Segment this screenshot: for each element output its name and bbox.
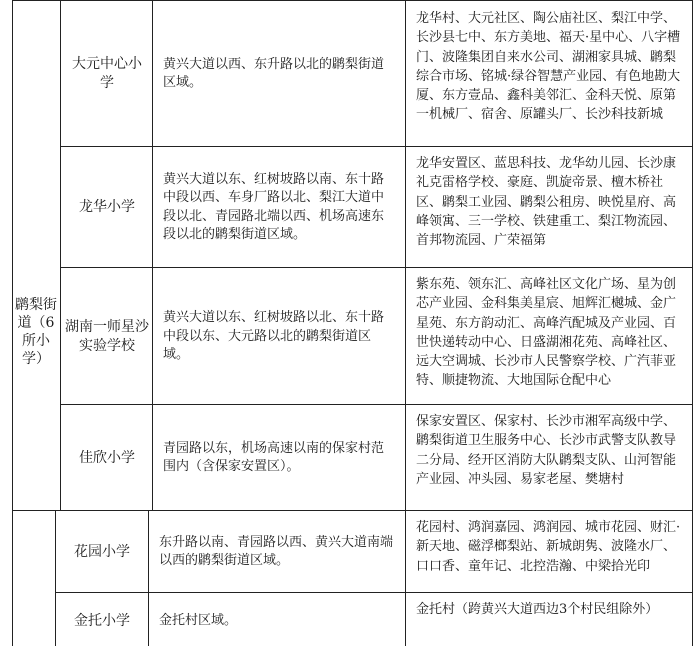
enrollment-scope: 青园路以东，机场高速以南的保家村范围内（含保家安置区）。 (163, 440, 385, 474)
enrollment-scope: 黄兴大道以东、红树坡路以南、东十路中段以西、车身厂路以北、梨江大道中段以北、青园路北端以西、机场高速东段以北的䴙梨街道区域。 (163, 171, 385, 242)
district-name: 䴙梨街道（6所小学） (15, 297, 57, 367)
covered-areas: 保家安置区、保家村、长沙市湘军高级中学、䴙梨街道卫生服务中心、长沙市武警支队教导二分局、经开区消防大队䴙梨支队、山河智能产业园、冲头园、易家老屋、樊塘村 (416, 414, 677, 487)
enrollment-scope: 金托村区域。 (159, 612, 238, 628)
table-rule (60, 0, 61, 511)
school-name: 金托小学 (74, 612, 130, 629)
enrollment-scope: 黄兴大道以东、红树坡路以北、东十路中段以东、大元路以北的䴙梨街道区域。 (163, 310, 385, 363)
school-name: 佳欣小学 (79, 449, 135, 466)
enrollment-scope: 黄兴大道以西、东升路以北的䴙梨街道区域。 (163, 56, 385, 90)
school-name: 龙华小学 (79, 199, 135, 215)
school-name: 花园小学 (74, 543, 130, 560)
covered-areas: 金托村（跨黄兴大道西边3个村民组除外） (416, 602, 659, 617)
school-name: 湖南一师星沙实验学校 (65, 319, 149, 354)
enrollment-scope: 东升路以南、青园路以西、黄兴大道南端以西的䴙梨街道区域。 (159, 534, 394, 568)
table-rule (55, 510, 56, 646)
table-rule (692, 0, 693, 646)
covered-areas: 紫东苑、领东汇、高峰社区文化广场、星为创芯产业园、金科集美星宸、旭辉汇樾城、金广星苑、东方韵动汇、高峰汽配城及产业园、百世快递转动中心、日盛湖湘花苑、高峰社区、远大空调城、长沙市人民警察学校、广汽菲亚特、顺捷物流、大地国际仓配中心 (416, 277, 677, 389)
table-rule (12, 0, 693, 1)
covered-areas: 花园村、鸿润嘉园、鸿润园、城市花园、财汇·新天地、磁浮榔梨站、新城朗隽、波隆水厂、口口香、童年记、北控浩瀚、中梁拾光印 (416, 520, 681, 574)
school-name: 大元中心小学 (72, 56, 142, 91)
covered-areas: 龙华安置区、蓝思科技、龙华幼儿园、长沙康礼克雷格学校、豪庭、凯旋帝景、檀木桥社区、䴙梨工业园、䴙梨公租房、映悦星府、高峰领寓、三一学校、铁建重工、梨江物流园、首邦物流园、广荣福第 (416, 156, 677, 249)
covered-areas: 龙华村、大元社区、陶公庙社区、梨江中学、长沙县七中、东方美地、福天·星中心、八字槽门、波隆集团自来水公司、湖湘家具城、䴙梨综合市场、铭城·绿谷智慧产业园、有色地勘大厦、东方壹品、鑫科美邻汇、金科天悦、原第一机械厂、宿舍、原罐头厂、长沙科技新城 (416, 11, 681, 123)
